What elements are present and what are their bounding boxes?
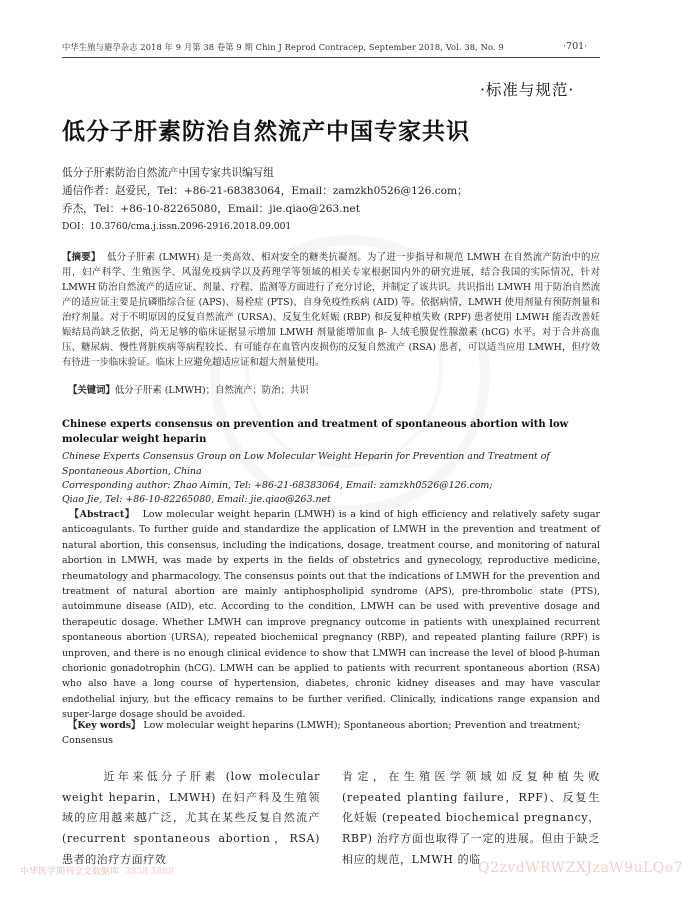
abstract-cn-label: 【摘要】: [62, 252, 101, 263]
english-correspondence-1: Corresponding author: Zhao Aimin, Tel: +86-21-68383064, Email: zamzkh0526@126.com;: [62, 480, 493, 491]
english-keywords: [62, 718, 600, 749]
doi: DOI：10.3760/cma.j.issn.2096-2916.2018.09.001: [62, 221, 292, 232]
article-title: 低分子肝素防治自然流产中国专家共识: [62, 119, 470, 145]
english-abstract-text: Low molecular weight heparin (LMWH) is a kind of high efficiency and relatively safety sugar anticoagulants. To further guide and standardize the application of LMWH in the prevention and treatment of natural abortion, this consensus, including the indications, dosage, treatment course, and monitoring of natural abortion in LMWH, was made by experts in the fields of obstetrics and gynecology, reproductive medicine, rheumatology and pharmacology. The consensus points out that the indications of LMWH for the prevention and treatment of natural abortion are mainly antiphospholipid syndrome (APS), pre-thrombolic state (PTS), autoimmune disease (AID), etc. According to the condition, LMWH can be used with preventive dosage and therapeutic dosage. Whether LMWH can improve pregnancy outcome in patients with unexplained recurrent spontaneous abortion (URSA), repeated biochemical pregnancy (RBP), and repeated planting failure (RPF) is unproven, and there is no enough clinical evidence to show that LMWH can increase the level of blood β-human chorionic gonadotrophin (hCG). LMWH can be applied to patients with recurrent spontaneous abortion (RSA) who also have a long course of hypertension, diabetes, chronic kidney diseases and may have vascular endothelial injury, but the efficacy remains to be further verified. Clinically, indications range expansion and super-large dosage should be avoided.: [62, 509, 600, 721]
body-column-left: [62, 767, 320, 871]
header-divider: [62, 57, 600, 58]
page-number: ·701·: [563, 41, 588, 52]
body-text-left: 近年来低分子肝素 (low molecular weight heparin，LMWH) 在妇产科及生殖领域的应用越来越广泛，尤其在某些反复自然流产 (recurrent spontaneous abortion，RSA) 患者的治疗方面疗效: [62, 770, 320, 866]
database-logo-text: 中华医学期刊全文数据库: [20, 867, 120, 877]
abstract-cn: [62, 250, 600, 370]
keywords-cn-label: 【关键词】: [67, 385, 115, 396]
journal-header: 中华生殖与避孕杂志 2018 年 9 月第 38 卷第 9 期 Chin J Reprod Contracep, September 2018, Vol. 38, No. 9: [62, 42, 504, 52]
english-abstract: [62, 507, 600, 723]
keywords-cn-text: 低分子肝素 (LMWH)；自然流产；防治；共识: [114, 385, 309, 396]
english-keywords-label: 【Key words】: [67, 720, 141, 731]
abstract-cn-text: 低分子肝素 (LMWH) 是一类高效、相对安全的糖类抗凝剂。为了进一步指导和规范 LMWH 在自然流产防治中的应用，妇产科学、生殖医学、风湿免疫病学以及药理学等领域的相关专家根据国内外的研究进展，结合我国的实际情况，针对 LMWH 防治自然流产的适应证、剂量、疗程、监测等方面进行了充分讨论，并制定了该共识。共识指出 LMWH 用于防治自然流产的适应证主要是抗磷脂综合征 (APS)、易栓症 (PTS)、自身免疫性疾病 (AID) 等。依据病情，LMWH 使用剂量有预防剂量和治疗剂量。对于不明原因的反复自然流产 (URSA)、反复生化妊娠 (RBP) 和反复种植失败 (RPF) 患者使用 LMWH 能否改善妊娠结局尚缺乏依据，尚无足够的临床证据显示增加 LMWH 剂量能增加血 β- 人绒毛膜促性腺激素 (hCG) 水平。对于合并高血压、糖尿病、慢性肾脏疾病等病程较长、有可能存在血管内皮损伤的反复自然流产 (RSA) 患者，可以适当应用 LMWH，但疗效有待进一步临床验证。临床上应避免超适应证和超大剂量使用。: [62, 252, 600, 368]
english-abstract-label: 【Abstract】: [69, 509, 136, 520]
english-keywords-text: Low molecular weight heparins (LMWH); Spontaneous abortion; Prevention and treatment; Consensus: [62, 720, 581, 747]
body-text-right: 肯定，在生殖医学领域如反复种植失败 (repeated planting failure，RPF)、反复生化妊娠 (repeated biochemical pregnancy，RBP) 治疗方面也取得了一定的进展。但由于缺乏相应的规范，LMWH 的临: [342, 770, 600, 866]
watermark-code: Q2zvdWRWZXJzaW9uLQo7: [478, 860, 683, 876]
english-correspondence-2: Qiao Jie, Tel: +86-10-82265080, Email: jie.qiao@263.net: [62, 494, 331, 505]
database-logo-number: 3858 3888: [125, 867, 174, 877]
english-author-group: Chinese Experts Consensus Group on Low Molecular Weight Heparin for Prevention and Treatment of Spontaneous Abortion, China: [62, 451, 550, 477]
correspondence-line-1: 通信作者：赵爱民，Tel：+86-21-68383064，Email：zamzkh0526@126.com；: [62, 185, 468, 197]
body-column-right: [342, 767, 600, 871]
keywords-cn: [62, 383, 600, 398]
column-label: ·标准与规范·: [480, 81, 575, 99]
english-title: Chinese experts consensus on prevention and treatment of spontaneous abortion with low molecular weight heparin: [62, 419, 569, 445]
correspondence-line-2: 乔杰，Tel：+86-10-82265080，Email：jie.qiao@263.net: [62, 203, 360, 215]
author-group: 低分子肝素防治自然流产中国专家共识编写组: [62, 167, 274, 179]
database-logo: [20, 864, 174, 877]
